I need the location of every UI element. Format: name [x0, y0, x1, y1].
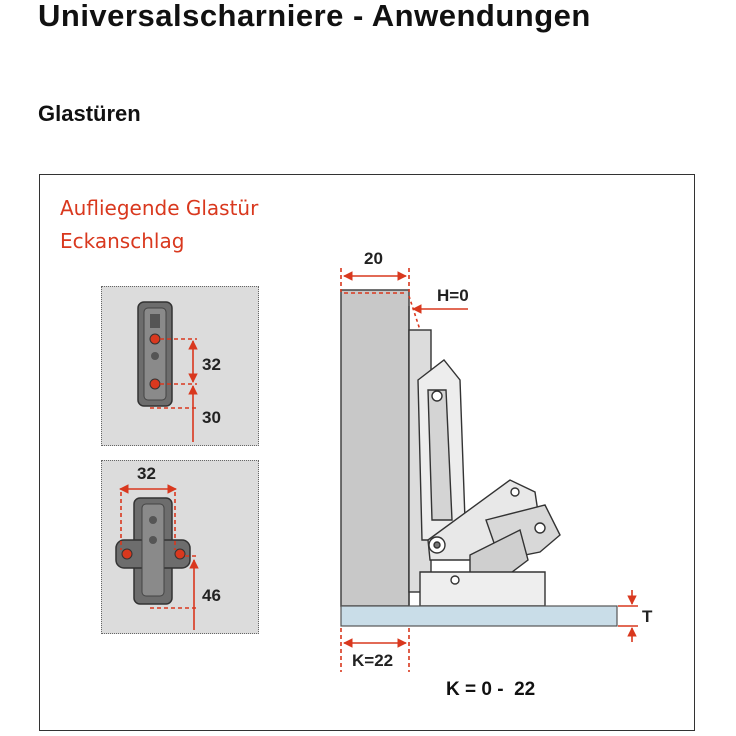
section-dim-H: H=0 — [437, 286, 469, 305]
cabinet-wall — [341, 290, 409, 606]
top-panel-dim-30: 30 — [202, 408, 221, 427]
bottom-panel-dim-46: 46 — [202, 586, 221, 605]
page-title: Universalscharniere - Anwendungen — [38, 0, 591, 33]
bottom-hinge-plate-icon — [116, 498, 190, 604]
section-dim-20: 20 — [364, 249, 383, 268]
glass-door — [341, 606, 617, 626]
section-dim-K: K=22 — [352, 651, 394, 670]
section-heading: Glastüren — [38, 101, 141, 126]
section-dim-T: T — [642, 607, 653, 626]
diagram-heading-line1: Aufliegende Glastür — [60, 196, 259, 220]
top-panel-dim-32: 32 — [202, 355, 221, 374]
diagram-heading-line2: Eckanschlag — [60, 229, 185, 253]
top-hinge-plate-icon — [138, 302, 172, 406]
hinge-arm-icon — [409, 330, 560, 606]
k-range-formula: K = 0 - 22 — [446, 679, 536, 700]
bottom-panel-dim-32: 32 — [137, 464, 156, 483]
